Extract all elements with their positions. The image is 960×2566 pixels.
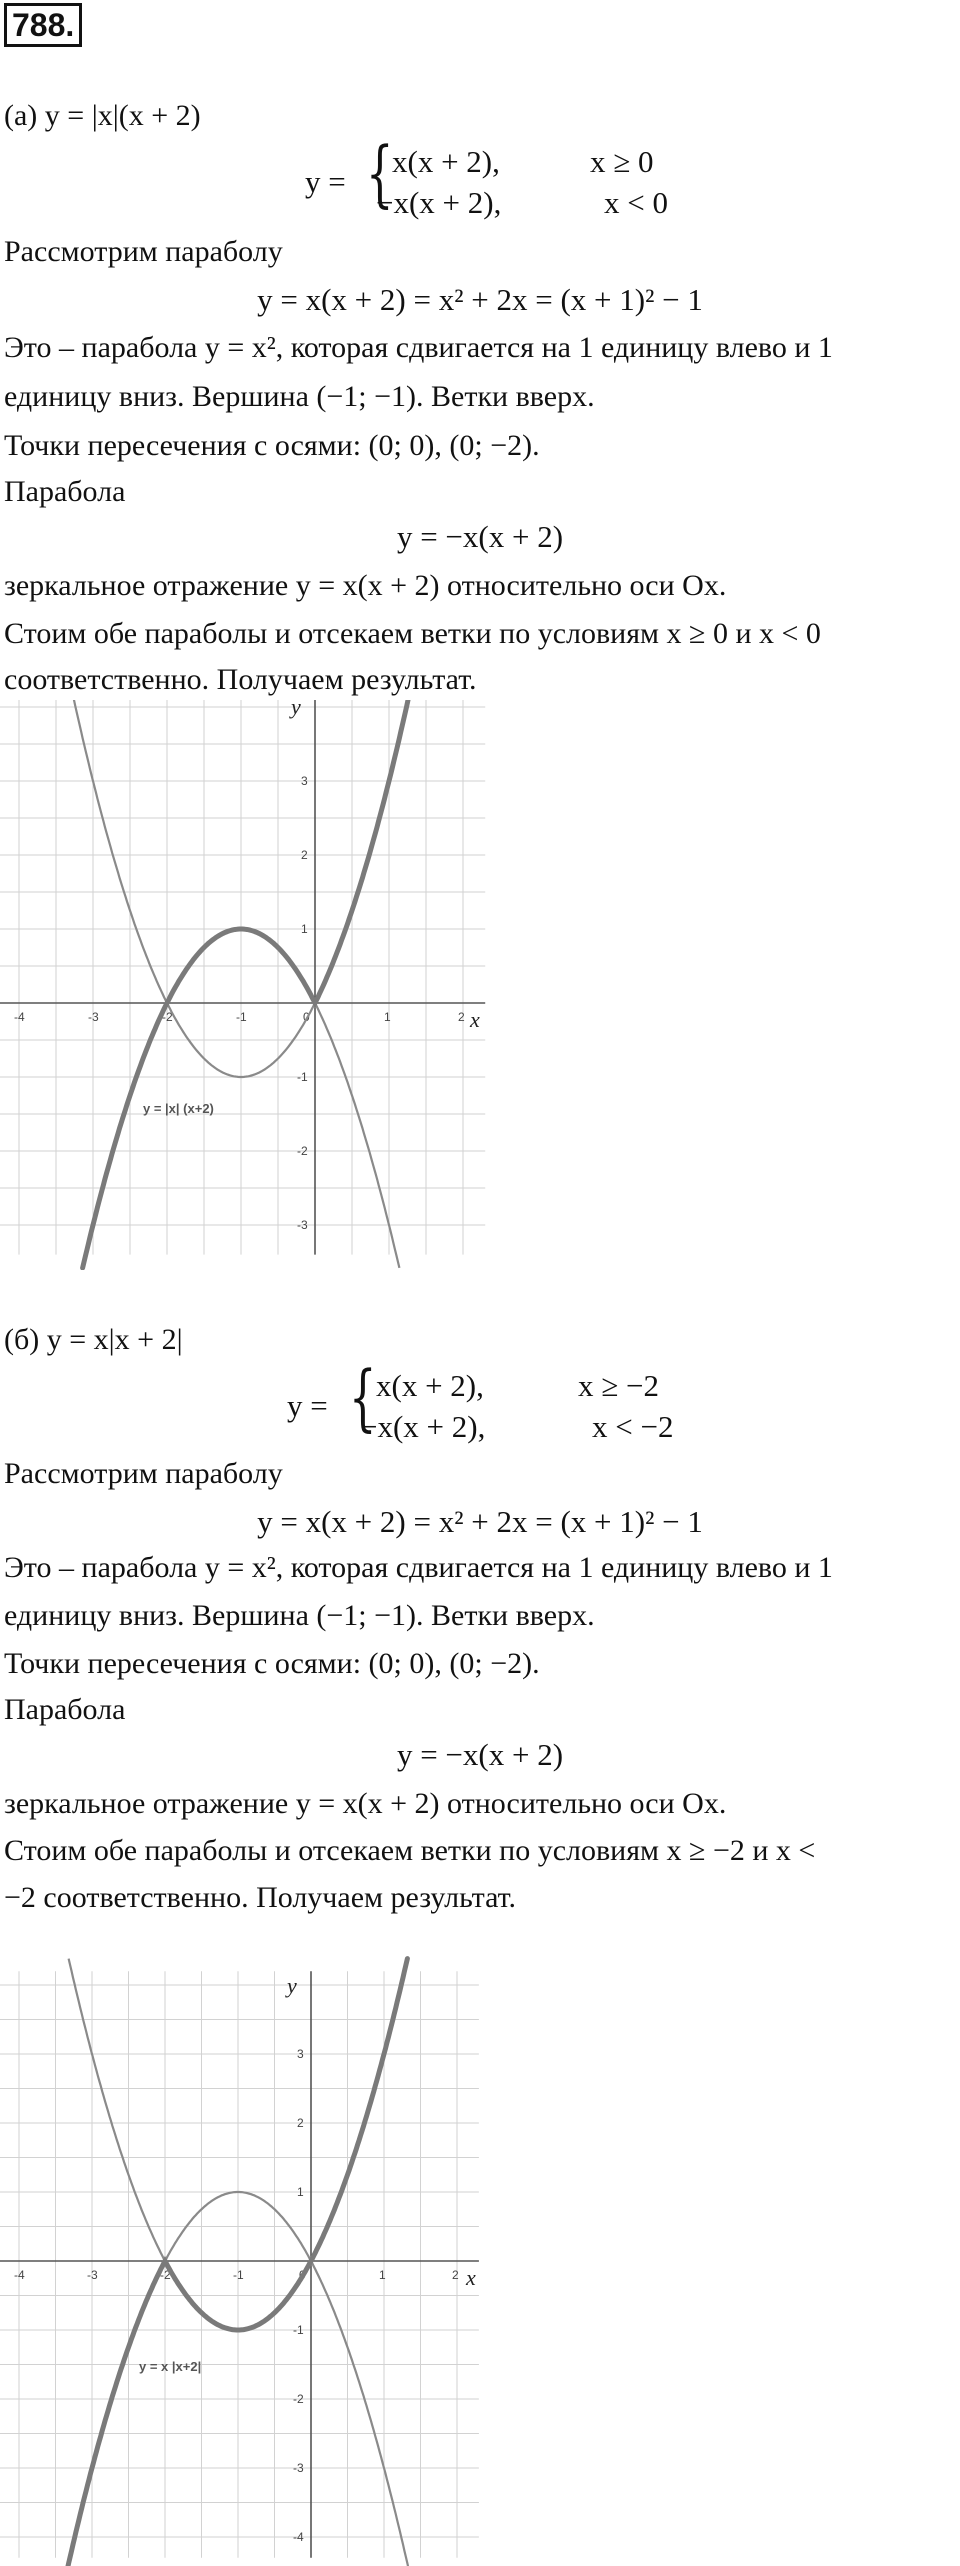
part-b-case1: x(x + 2), [376,1368,484,1403]
part-a-line7: Стоим обе параболы и отсекаем ветки по условиям x ≥ 0 и x < 0 [4,617,821,650]
part-a-line5: Парабола [4,475,126,508]
part-a-title: (а) y = |x|(x + 2) [4,99,201,132]
part-b-line8: −2 соответственно. Получаем результат. [4,1881,516,1914]
x-axis-label: x [470,1007,480,1032]
part-a-formula2: y = −x(x + 2) [396,519,564,554]
y-tick-label: -3 [293,2461,304,2475]
x-axis-label: x [466,2265,476,2290]
x-tick-label: -4 [14,2268,25,2282]
part-b-formula2: y = −x(x + 2) [396,1737,564,1772]
problem-number: 788. [4,3,82,47]
part-b-case2: −x(x + 2), [360,1409,486,1444]
part-a-line3: единицу вниз. Вершина (−1; −1). Ветки вверх. [4,380,595,413]
part-a-case2: −x(x + 2), [376,185,502,220]
part-b-line5: Парабола [4,1693,126,1726]
part-b-brace: { [349,1355,377,1439]
y-tick-label: 3 [301,774,308,788]
x-tick-label: -3 [88,1010,99,1024]
graph-b [0,1910,500,2566]
y-tick-label: 3 [297,2047,304,2061]
part-a-brace: { [366,131,394,215]
x-tick-label: -2 [160,2268,171,2282]
part-a-formula1: y = x(x + 2) = x² + 2x = (x + 1)² − 1 [257,282,703,317]
x-tick-label: 0 [303,1010,310,1024]
part-b-line3: единицу вниз. Вершина (−1; −1). Ветки вверх. [4,1599,595,1632]
x-tick-label: -3 [87,2268,98,2282]
part-b-cond1: x ≥ −2 [578,1368,659,1403]
part-a-cond1: x ≥ 0 [590,144,654,179]
graph-annotation: y = x |x+2| [139,2359,202,2374]
part-a-line8: соответственно. Получаем результат. [4,663,477,696]
part-b-line1: Рассмотрим параболу [4,1457,283,1490]
part-a-line1: Рассмотрим параболу [4,235,283,268]
y-tick-label: 1 [297,2185,304,2199]
part-a-system-lhs: y = [305,164,346,199]
y-tick-label: -4 [293,2530,304,2544]
y-tick-label: 2 [301,848,308,862]
x-tick-label: -1 [236,1010,247,1024]
series-curve-3 [67,1959,407,2566]
part-a-line6: зеркальное отражение y = x(x + 2) относительно оси Ox. [4,569,727,602]
y-tick-label: 1 [301,922,308,936]
x-tick-label: -1 [233,2268,244,2282]
part-b-system-lhs: y = [287,1388,328,1423]
x-tick-label: 2 [452,2268,459,2282]
y-tick-label: 2 [297,2116,304,2130]
y-tick-label: -2 [293,2392,304,2406]
graph-annotation: y = |x| (x+2) [143,1101,214,1116]
part-b-formula1: y = x(x + 2) = x² + 2x = (x + 1)² − 1 [257,1504,703,1539]
x-tick-label: -2 [162,1010,173,1024]
part-b-title: (б) y = x|x + 2| [4,1323,183,1356]
part-b-cond2: x < −2 [592,1409,674,1444]
y-tick-label: -1 [297,1070,308,1084]
x-tick-label: -4 [14,1010,25,1024]
y-tick-label: -3 [297,1218,308,1232]
x-tick-label: 1 [379,2268,386,2282]
y-axis-label: y [291,700,301,720]
part-b-line2: Это – парабола y = x², которая сдвигается на 1 единицу влево и 1 [4,1551,833,1584]
part-b-line6: зеркальное отражение y = x(x + 2) относительно оси Ox. [4,1787,727,1820]
y-axis-label: y [287,1973,297,1999]
graph-a [0,700,500,1270]
part-a-line4: Точки пересечения с осями: (0; 0), (0; −2). [4,429,540,462]
part-b-line4: Точки пересечения с осями: (0; 0), (0; −2). [4,1647,540,1680]
grid [0,700,485,1255]
grid [0,1971,479,2558]
part-a-case1: x(x + 2), [392,144,500,179]
part-a-cond2: x < 0 [604,185,668,220]
y-tick-label: -1 [293,2323,304,2337]
part-b-line7: Стоим обе параболы и отсекаем ветки по условиям x ≥ −2 и x < [4,1834,816,1867]
x-tick-label: 1 [384,1010,391,1024]
y-tick-label: -2 [297,1144,308,1158]
series-curve-3 [83,700,413,1268]
x-tick-label: 0 [299,2268,306,2282]
part-a-line2: Это – парабола y = x², которая сдвигается на 1 единицу влево и 1 [4,331,833,364]
x-tick-label: 2 [458,1010,465,1024]
